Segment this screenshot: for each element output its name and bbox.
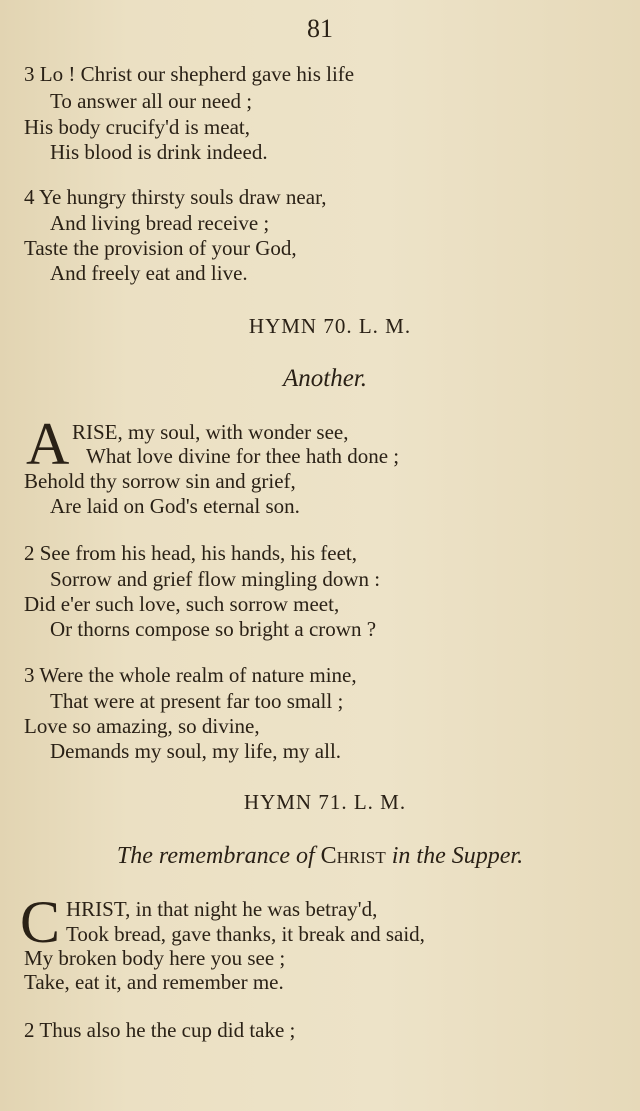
verse-line: HRIST, in that night he was betray'd, [66,897,378,921]
verse-line: Take, eat it, and remember me. [24,970,284,994]
verse-line: 4 Ye hungry thirsty souls draw near, [24,185,327,209]
verse-line: 3 Were the whole realm of nature mine, [24,663,357,687]
drop-cap: C [20,889,61,955]
hymn-heading: HYMN 71. L. M. [243,790,407,814]
hymn-title [0,844,640,868]
verse-line: His blood is drink indeed. [50,140,268,164]
verse-line: To answer all our need ; [50,89,253,113]
hymn-title-part: in the Supper. [385,843,524,869]
hymn-title-christ: Christ [320,843,386,869]
verse-line: His body crucify'd is meat, [24,115,250,139]
verse-line: Took bread, gave thanks, it break and said, [66,922,425,946]
hymn-heading: HYMN 70. L. M. [248,314,412,338]
hymn-title: Another. [282,365,368,392]
verse-line: What love divine for thee hath done ; [86,444,400,468]
verse-line: 3 Lo ! Christ our shepherd gave his life [24,62,355,86]
verse-line: Love so amazing, so divine, [24,714,260,738]
verse-line: That were at present far too small ; [50,689,344,713]
verse-line: My broken body here you see ; [24,946,286,970]
verse-line: Sorrow and grief flow mingling down : [50,567,381,591]
drop-cap: A [26,411,70,477]
verse-line: Behold thy sorrow sin and grief, [24,469,296,493]
verse-line: Taste the provision of your God, [24,236,297,260]
verse-line: And freely eat and live. [50,261,248,285]
verse-line: 2 Thus also he the cup did take ; [24,1018,296,1042]
verse-line: Are laid on God's eternal son. [50,494,300,518]
verse-line: 2 See from his head, his hands, his feet, [24,541,358,565]
verse-line: RISE, my soul, with wonder see, [72,420,349,444]
verse-line: And living bread receive ; [50,211,270,235]
verse-line: Or thorns compose so bright a crown ? [50,617,377,641]
verse-line: Demands my soul, my life, my all. [50,739,342,763]
hymn-title-part: The remembrance of [116,843,321,869]
verse-line: Did e'er such love, such sorrow meet, [24,592,340,616]
page-number: 81 [307,14,333,43]
